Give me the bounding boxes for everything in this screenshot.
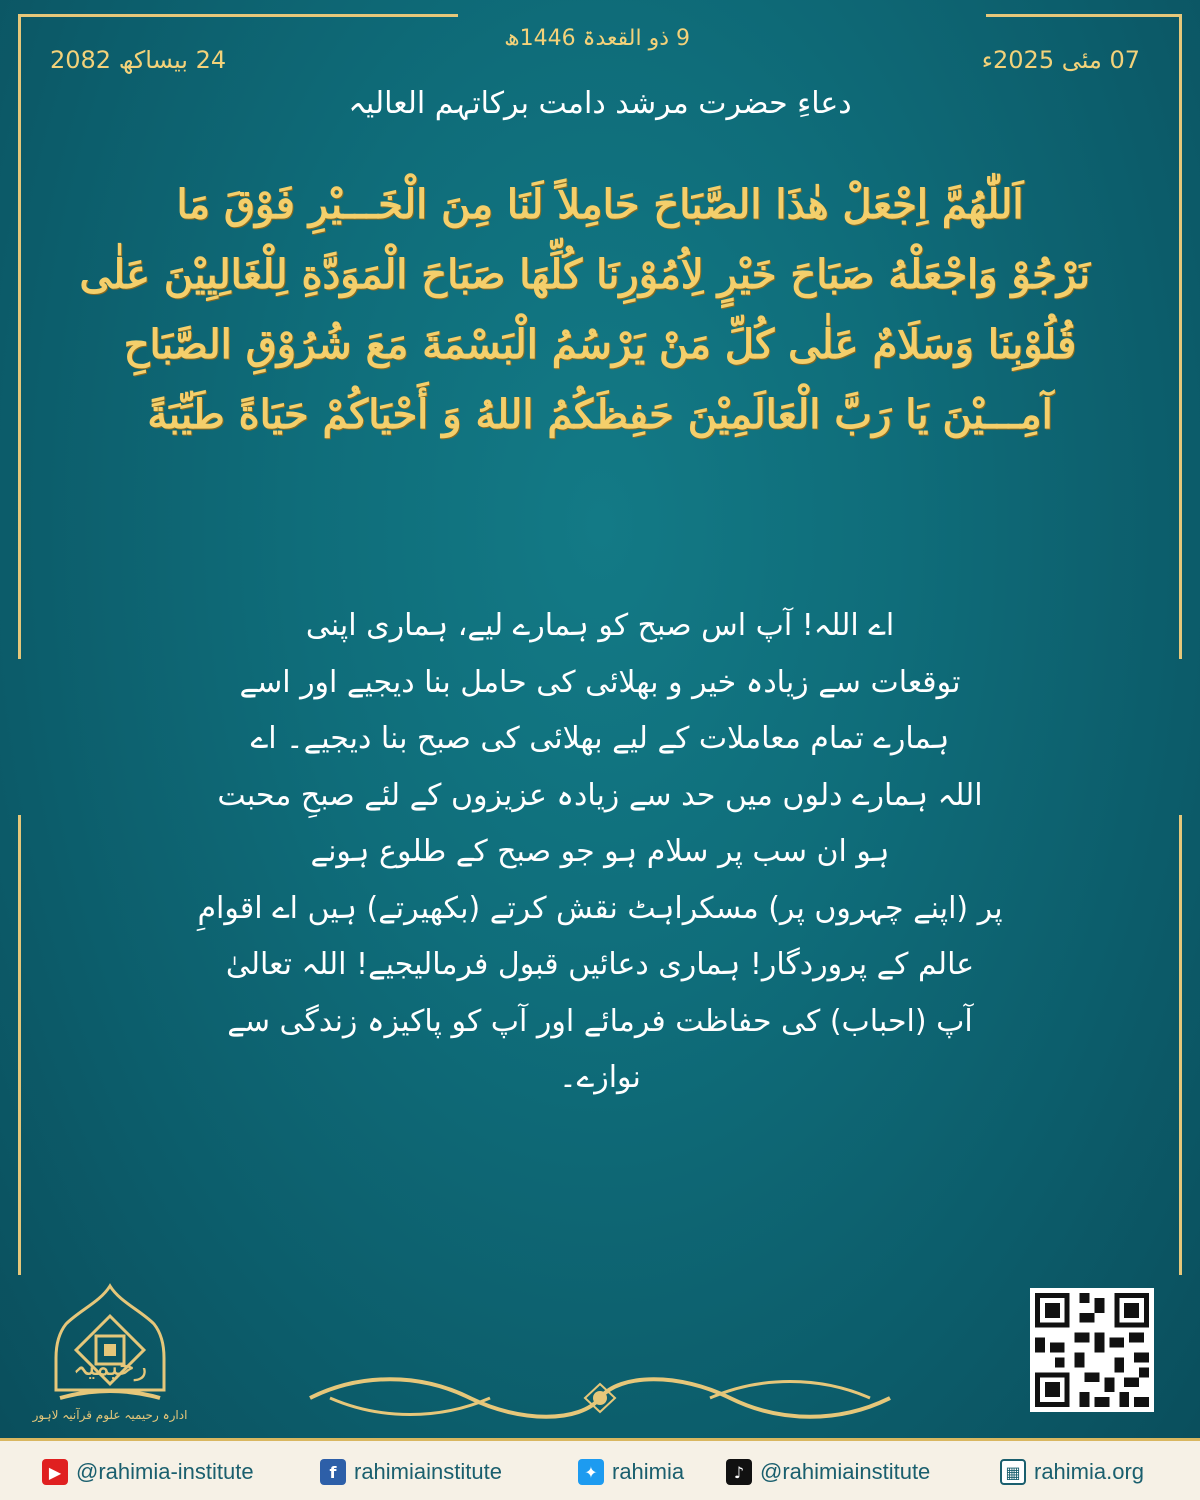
frame-top-right [986,14,1182,17]
arabic-prayer [79,170,1090,450]
arabic-line: اَللّٰهُمَّ اِجْعَلْ هٰذَا الصَّبَاحَ حَامِلاً لَنَا مِنَ الْخَـــيْرِ فَوْقَ مَا [176,181,1024,228]
urdu-line: نوازے۔ [559,1060,641,1095]
frame-left-bottom [18,815,21,1275]
logo-brand: رحیمیہ [72,1352,148,1382]
urdu-line: آپ (احباب) کی حفاظت فرمائے اور آپ کو پاکیزہ زندگی سے [227,1003,973,1039]
facebook-handle: rahimiainstitute [354,1459,502,1484]
youtube-handle: @rahimia-institute [76,1459,254,1484]
youtube-link[interactable] [42,1457,254,1487]
arabic-line: قُلُوْبِنَا وَسَلَامٌ عَلٰى كُلِّ مَنْ يَرْسُمُ الْبَسْمَةَ مَعَ شُرُوْقِ الصَّبَاحِ [123,321,1077,368]
twitter-handle: rahimia [612,1459,685,1484]
logo-caption: ادارہ رحیمیہ علوم قرآنیہ لاہور [32,1408,188,1422]
urdu-translation [150,598,1050,1107]
qr-icon: ▦ [1000,1459,1026,1485]
arabic-line: آمِـــيْنَ يَا رَبَّ الْعَالَمِيْنَ حَفِظَكُمُ اللهُ وَ أَحْيَاكُمْ حَيَاةً طَيِّبَةً [147,391,1053,438]
urdu-line: پر (اپنے چہروں پر) مسکراہٹ نقش کرتے (بکھیرتے) ہیں اے اقوامِ [197,890,1003,926]
urdu-line: عالم کے پروردگار! ہماری دعائیں قبول فرمالیجیے! اللہ تعالیٰ [225,947,975,982]
gregorian-date: 07 مئی 2025ء [981,46,1140,74]
arabic-line: نَرْجُوْ وَاجْعَلْهُ صَبَاحَ خَيْرٍ لِاُمُوْرِنَا كُلِّهَا صَبَاحَ الْمَوَدَّةِ لِلْغَالِيِيْنَ عَلٰى [79,251,1090,298]
twitter-icon: ✦ [578,1459,604,1485]
frame-top-left [18,14,458,17]
qr-code-icon[interactable] [1030,1288,1154,1412]
urdu-line: اللہ ہمارے دلوں میں حد سے زیادہ عزیزوں کے لئے صبحِ محبت [217,777,983,813]
tiktok-icon: ♪ [726,1459,752,1485]
bikrami-date: 24 بیساکھ 2082 [50,46,227,74]
tiktok-handle: @rahimiainstitute [760,1459,931,1484]
frame-right-bottom [1179,815,1182,1275]
urdu-line: اے اللہ! آپ اس صبح کو ہمارے لیے، ہماری اپنی [305,608,895,643]
page-title: دعاءِ حضرت مرشد دامت برکاتہم العالیہ [348,86,852,121]
website-link[interactable] [1000,1457,1144,1487]
social-footer [0,1438,1200,1500]
facebook-icon: f [320,1459,346,1485]
urdu-line: ہمارے تمام معاملات کے لیے بھلائی کی صبح بنا دیجیے۔ اے [250,721,950,756]
urdu-line: توقعات سے زیادہ خیر و بھلائی کی حامل بنا دیجیے اور اسے [239,664,961,700]
hijri-date: 9 ذو القعدۃ 1446ھ [504,26,690,51]
website-url: rahimia.org [1034,1459,1145,1484]
twitter-link[interactable] [578,1457,684,1487]
ornament-divider-icon [300,1368,900,1428]
youtube-icon: ▶ [42,1459,68,1485]
urdu-line: ہو ان سب پر سلام ہو جو صبح کے طلوع ہونے [310,834,890,869]
tiktok-link[interactable] [726,1457,930,1487]
facebook-link[interactable] [320,1457,502,1487]
